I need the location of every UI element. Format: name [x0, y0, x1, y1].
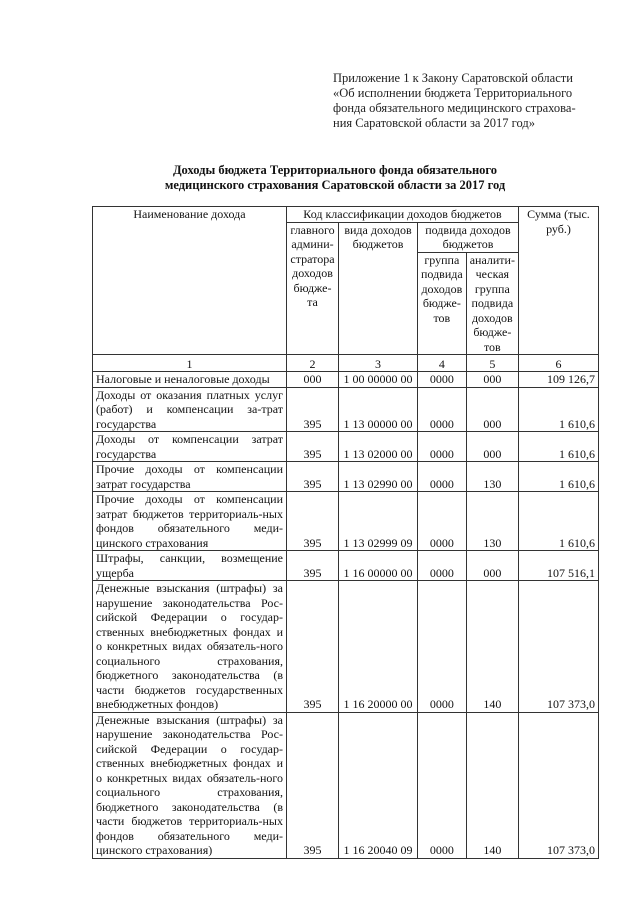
analytic-code: 140 — [466, 712, 518, 858]
table-row — [93, 372, 599, 388]
col-number: 3 — [339, 355, 418, 372]
admin-code: 395 — [287, 432, 339, 462]
appendix-note — [333, 71, 598, 131]
income-name: Прочие доходы от компенсации затрат государства — [93, 462, 287, 492]
table-row — [93, 462, 599, 492]
sum-value: 1 610,6 — [518, 387, 598, 432]
sum-value: 1 610,6 — [518, 432, 598, 462]
appendix-line: «Об исполнении бюджета Территориального — [333, 86, 573, 100]
type-code: 1 00 00000 00 — [339, 372, 418, 388]
table-row — [93, 387, 599, 432]
col-number: 4 — [418, 355, 467, 372]
analytic-code: 130 — [466, 462, 518, 492]
admin-code: 000 — [287, 372, 339, 388]
admin-code: 395 — [287, 387, 339, 432]
group-code: 0000 — [418, 712, 467, 858]
header-group: группа подвида доходов бюдже-тов — [418, 252, 467, 355]
type-code: 1 13 02000 00 — [339, 432, 418, 462]
table-row — [93, 492, 599, 551]
group-code: 0000 — [418, 551, 467, 581]
sum-value: 107 373,0 — [518, 712, 598, 858]
table-row — [93, 712, 599, 858]
group-code: 0000 — [418, 462, 467, 492]
analytic-code: 000 — [466, 387, 518, 432]
title-line-2: медицинского страхования Саратовской области за 2017 год — [164, 178, 506, 192]
analytic-code: 000 — [466, 372, 518, 388]
col-number: 6 — [518, 355, 598, 372]
table-row — [93, 432, 599, 462]
income-name: Денежные взыскания (штрафы) за нарушение законодательства Рос-сийской Федерации о государ-ственных внебюджетных фондах и о конкретных видах обязатель-ного социального страхования, бюджетного законодательства (в части бюджетов государственных внебюджетных фондов) — [93, 581, 287, 713]
group-code: 0000 — [418, 432, 467, 462]
income-name: Денежные взыскания (штрафы) за нарушение законодательства Рос-сийской Федерации о государ-ственных внебюджетных фондах и о конкретных видах обязатель-ного социального страхования, бюджетного законодательства (в части бюджетов территориаль-ных фондов обязательного меди-цинского страхования) — [93, 712, 287, 858]
sum-value: 1 610,6 — [518, 462, 598, 492]
col-number: 5 — [466, 355, 518, 372]
type-code: 1 13 02990 00 — [339, 462, 418, 492]
type-code: 1 16 20040 09 — [339, 712, 418, 858]
sum-value: 107 373,0 — [518, 581, 598, 713]
analytic-code: 000 — [466, 551, 518, 581]
analytic-code: 000 — [466, 432, 518, 462]
appendix-line: Приложение 1 к Закону Саратовской области — [333, 71, 573, 85]
appendix-line: ния Саратовской области за 2017 год» — [333, 116, 536, 130]
income-name: Доходы от оказания платных услуг (работ) и компенсации за-трат государства — [93, 387, 287, 432]
group-code: 0000 — [418, 492, 467, 551]
group-code: 0000 — [418, 372, 467, 388]
header-subtype: подвида доходов бюджетов — [418, 222, 519, 252]
table-row — [93, 551, 599, 581]
type-code: 1 16 20000 00 — [339, 581, 418, 713]
income-name: Штрафы, санкции, возмещение ущерба — [93, 551, 287, 581]
header-admin: главного админи-стратора доходов бюдже-та — [287, 222, 339, 355]
admin-code: 395 — [287, 581, 339, 713]
type-code: 1 13 02999 09 — [339, 492, 418, 551]
col-number: 2 — [287, 355, 339, 372]
table-row — [93, 581, 599, 713]
sum-value: 1 610,6 — [518, 492, 598, 551]
revenue-table — [92, 206, 599, 859]
analytic-code: 130 — [466, 492, 518, 551]
header-analytic: аналити-ческая группа подвида доходов бюдже-тов — [466, 252, 518, 355]
income-name: Доходы от компенсации затрат государства — [93, 432, 287, 462]
admin-code: 395 — [287, 492, 339, 551]
group-code: 0000 — [418, 387, 467, 432]
title-line-1: Доходы бюджета Территориального фонда обязательного — [172, 163, 498, 177]
group-code: 0000 — [418, 581, 467, 713]
income-name: Прочие доходы от компенсации затрат бюджетов территориаль-ных фондов обязательного меди-цинского страхования — [93, 492, 287, 551]
sum-value: 107 516,1 — [518, 551, 598, 581]
header-type: вида доходов бюджетов — [339, 222, 418, 355]
header-sum: Сумма (тыс. руб.) — [518, 207, 598, 355]
sum-value: 109 126,7 — [518, 372, 598, 388]
header-name: Наименование дохода — [93, 207, 287, 355]
header-code: Код классификации доходов бюджетов — [287, 207, 519, 223]
appendix-line: фонда обязательного медицинского страхова- — [333, 101, 576, 115]
admin-code: 395 — [287, 712, 339, 858]
admin-code: 395 — [287, 462, 339, 492]
col-number: 1 — [93, 355, 287, 372]
column-numbers-row — [93, 355, 599, 372]
analytic-code: 140 — [466, 581, 518, 713]
income-name: Налоговые и неналоговые доходы — [93, 372, 287, 388]
type-code: 1 13 00000 00 — [339, 387, 418, 432]
admin-code: 395 — [287, 551, 339, 581]
document-title — [100, 163, 570, 193]
type-code: 1 16 00000 00 — [339, 551, 418, 581]
